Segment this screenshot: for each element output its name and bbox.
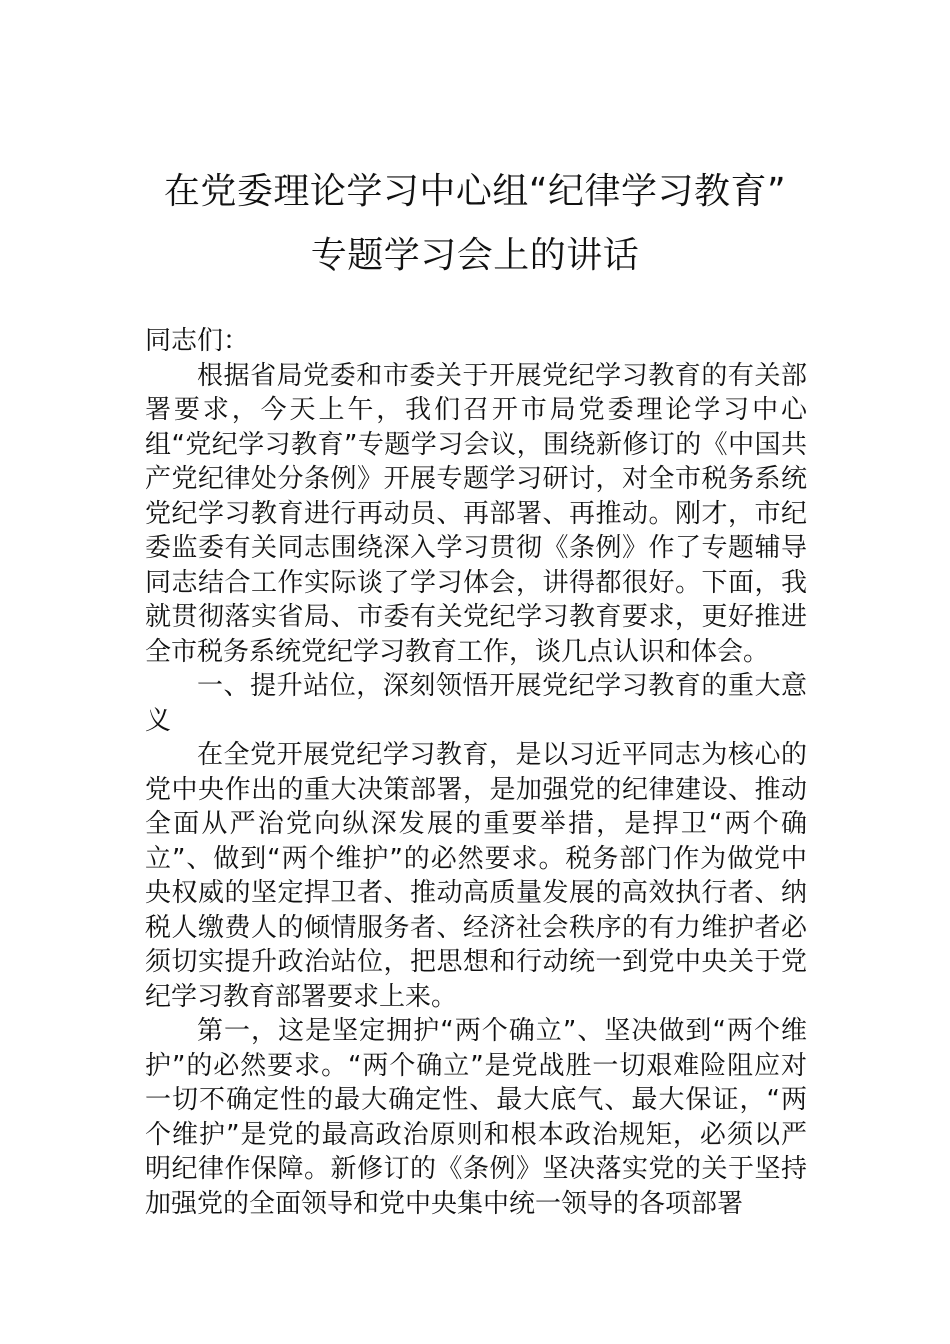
section-heading-1: 一、提升站位，深刻领悟开展党纪学习教育的重大意义: [145, 671, 807, 736]
paragraph-intro: 根据省局党委和市委关于开展党纪学习教育的有关部署要求，今天上午，我们召开市局党委理论学习中心组“党纪学习教育”专题学习会议，围绕新修订的《中国共产党纪律处分条例》开展专题学习研讨，对全市税务系统党纪学习教育进行再动员、再部署、再推动。刚才，市纪委监委有关同志围绕深入学习贯彻《条例》作了专题辅导同志结合工作实际谈了学习体会，讲得都很好。下面，我就贯彻落实省局、市委有关党纪学习教育要求，更好推进全市税务系统党纪学习教育工作，谈几点认识和体会。: [145, 360, 807, 667]
title-line-2: 专题学习会上的讲话: [310, 235, 640, 276]
paragraph-section-1: 在全党开展党纪学习教育，是以习近平同志为核心的党中央作出的重大决策部署，是加强党的纪律建设、推动全面从严治党向纵深发展的重要举措，是捍卫“两个确立”、做到“两个维护”的必然要求。税务部门作为做党中央权威的坚定捍卫者、推动高质量发展的高效执行者、纳税人缴费人的倾情服务者、经济社会秩序的有力维护者必须切实提升政治站位，把思想和行动统一到党中央关于党纪学习教育部署要求上来。: [145, 740, 807, 1012]
document-title: [0, 160, 950, 288]
document-body: [145, 324, 807, 1221]
title-line-1: 在党委理论学习中心组“纪律学习教育”: [163, 171, 787, 212]
salutation: 同志们：: [145, 326, 250, 356]
paragraph-point-1: 第一，这是坚定拥护“两个确立”、坚决做到“两个维护”的必然要求。“两个确立”是党战胜一切艰难险阻应对一切不确定性的最大确定性、最大底气、最大保证，“两个维护”是党的最高政治原则和根本政治规矩，必须以严明纪律作保障。新修订的《条例》坚决落实党的关于坚持加强党的全面领导和党中央集中统一领导的各项部署: [145, 1016, 807, 1219]
